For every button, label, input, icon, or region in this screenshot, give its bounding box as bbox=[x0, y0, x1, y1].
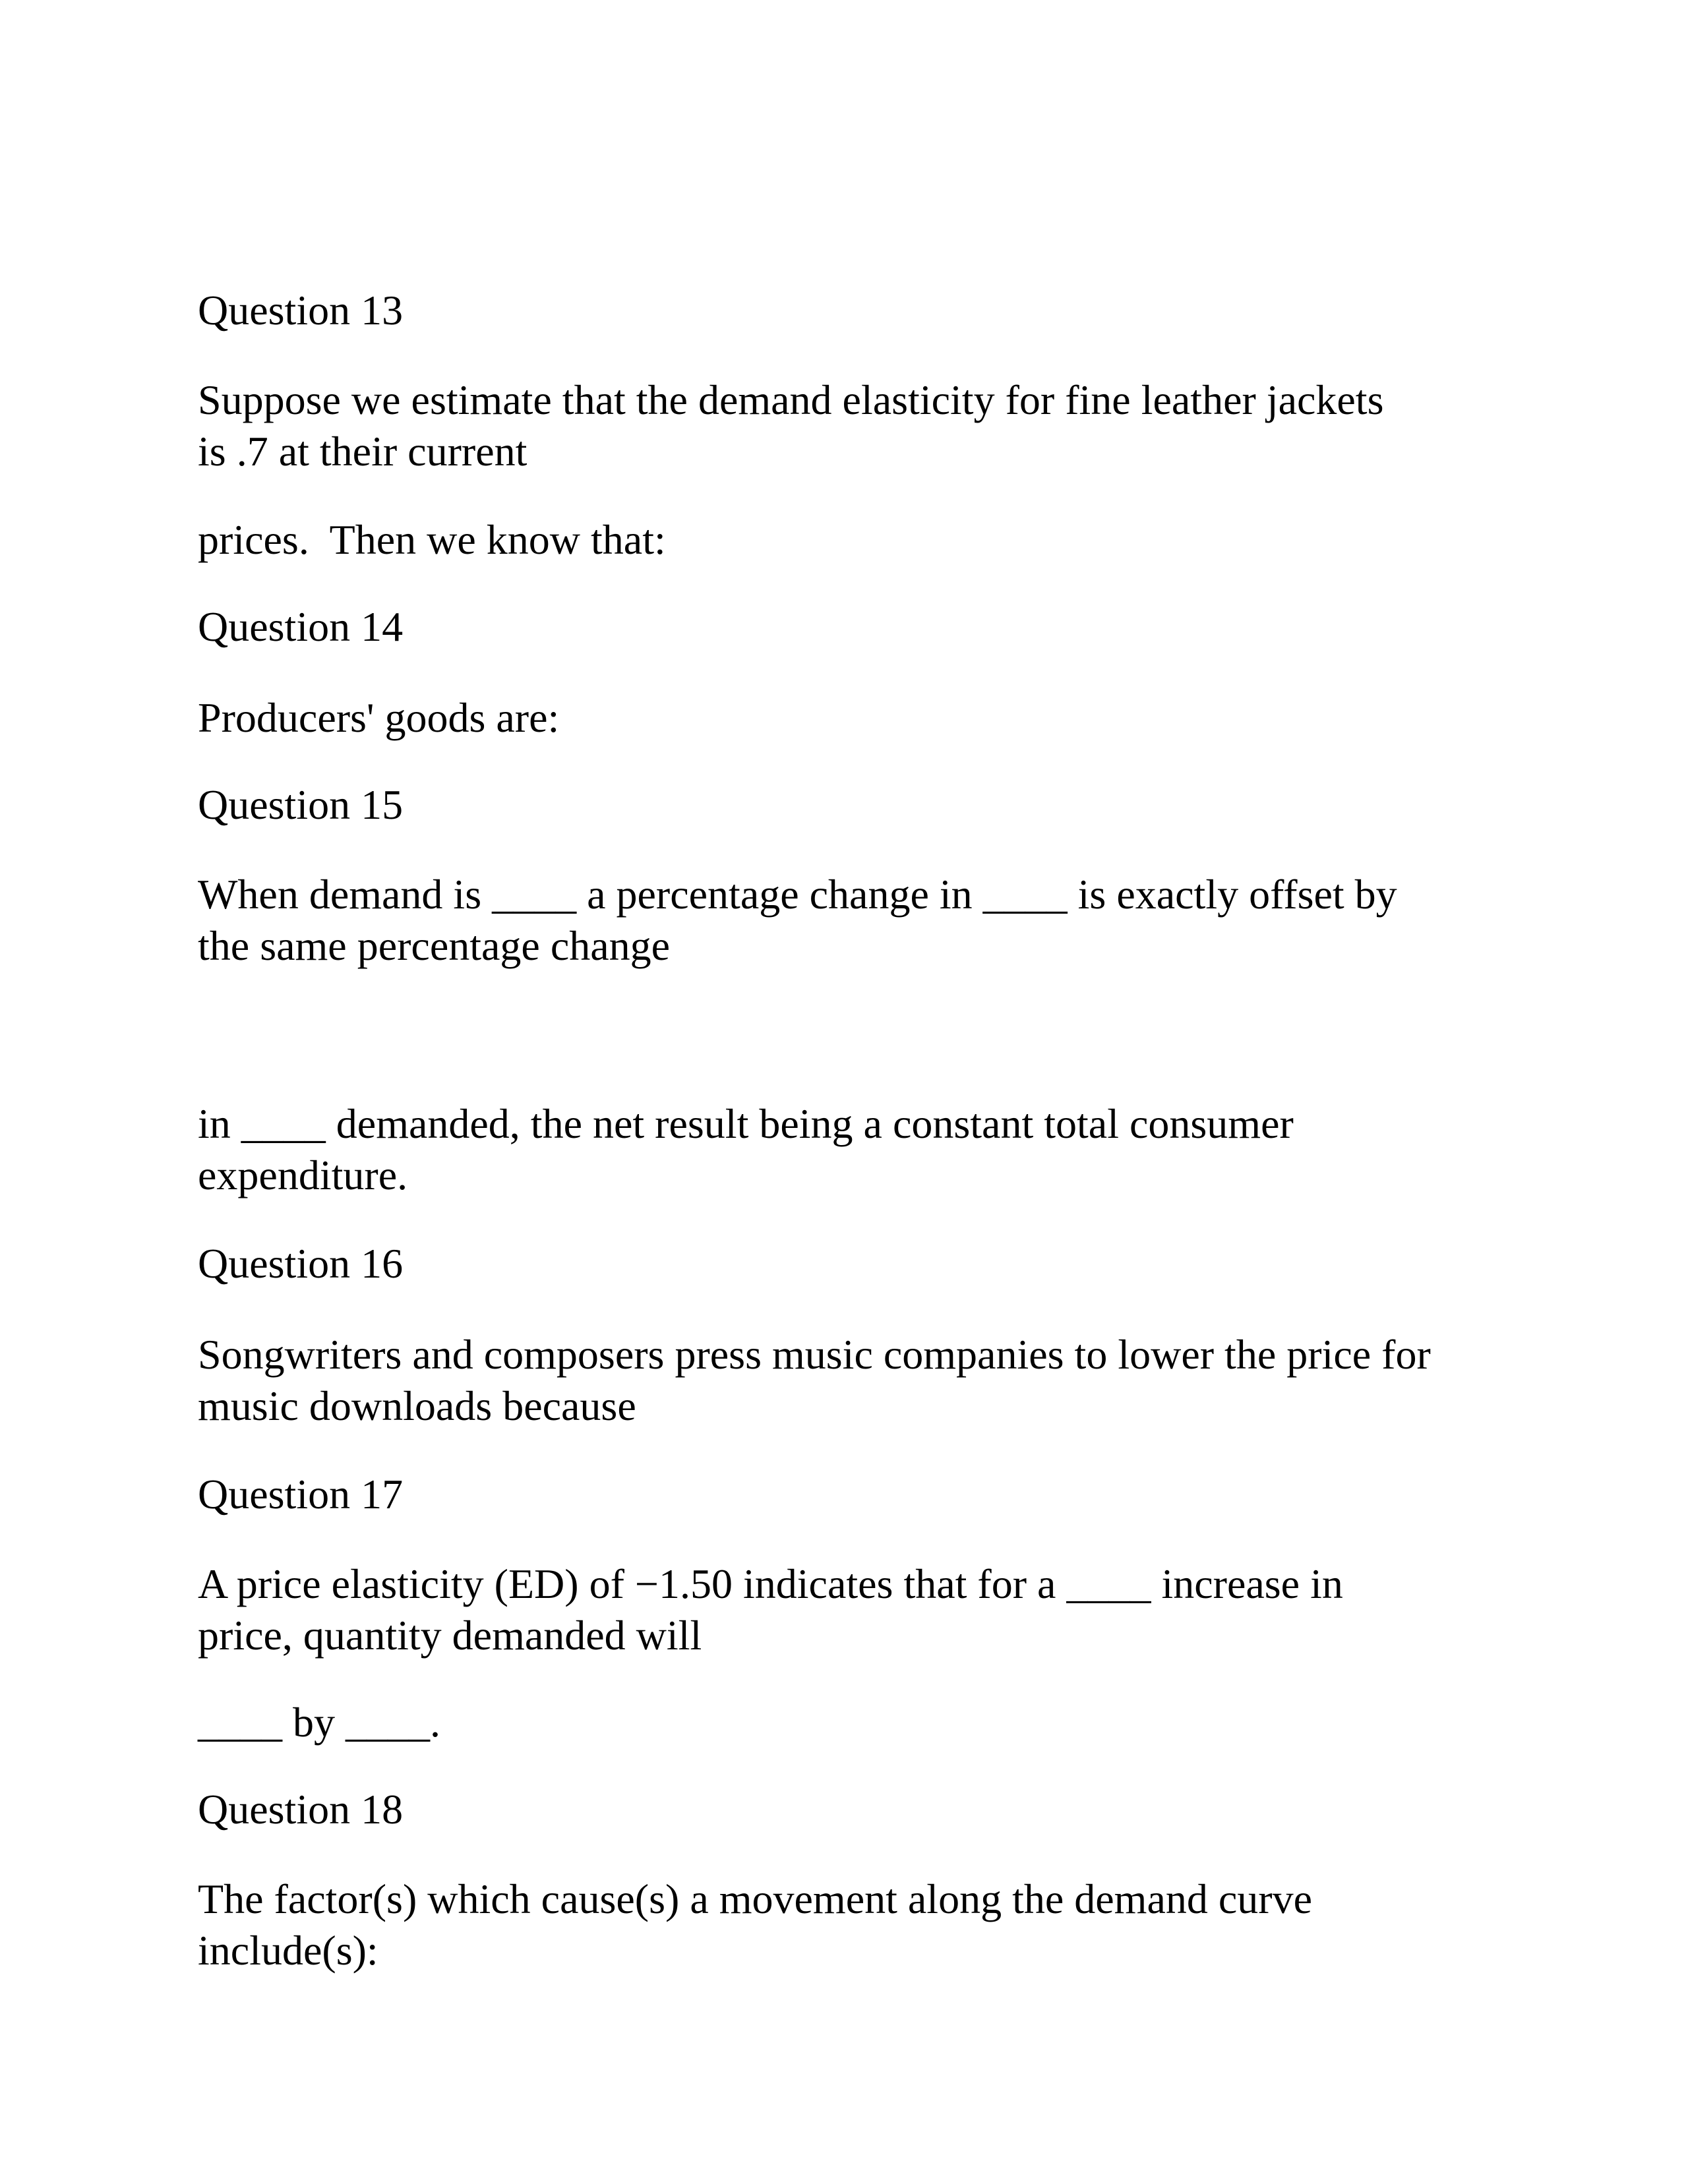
question-18-heading: Question 18 bbox=[198, 1786, 404, 1833]
question-17-text-continued: ____ by ____. bbox=[198, 1699, 440, 1746]
question-15-heading: Question 15 bbox=[198, 781, 404, 828]
question-13-text-continued: prices. Then we know that: bbox=[198, 516, 666, 563]
question-18-text: The factor(s) which cause(s) a movement along the demand curve include(s): bbox=[198, 1875, 1312, 1974]
question-17-heading: Question 17 bbox=[198, 1471, 404, 1518]
question-16-heading: Question 16 bbox=[198, 1240, 404, 1287]
question-15-text: When demand is ____ a percentage change in ____ is exactly offset by the same percentage change bbox=[198, 871, 1397, 969]
question-14-text: Producers' goods are: bbox=[198, 694, 560, 741]
question-13-text: Suppose we estimate that the demand elasticity for fine leather jackets is .7 at their current bbox=[198, 376, 1384, 475]
question-16-text: Songwriters and composers press music companies to lower the price for music downloads because bbox=[198, 1331, 1431, 1429]
question-14-heading: Question 14 bbox=[198, 603, 404, 650]
question-17-text: A price elasticity (ED) of −1.50 indicates that for a ____ increase in price, quantity demanded will bbox=[198, 1560, 1343, 1659]
question-13-heading: Question 13 bbox=[198, 287, 404, 334]
question-15-text-continued: in ____ demanded, the net result being a constant total consumer expenditure. bbox=[198, 1100, 1294, 1198]
